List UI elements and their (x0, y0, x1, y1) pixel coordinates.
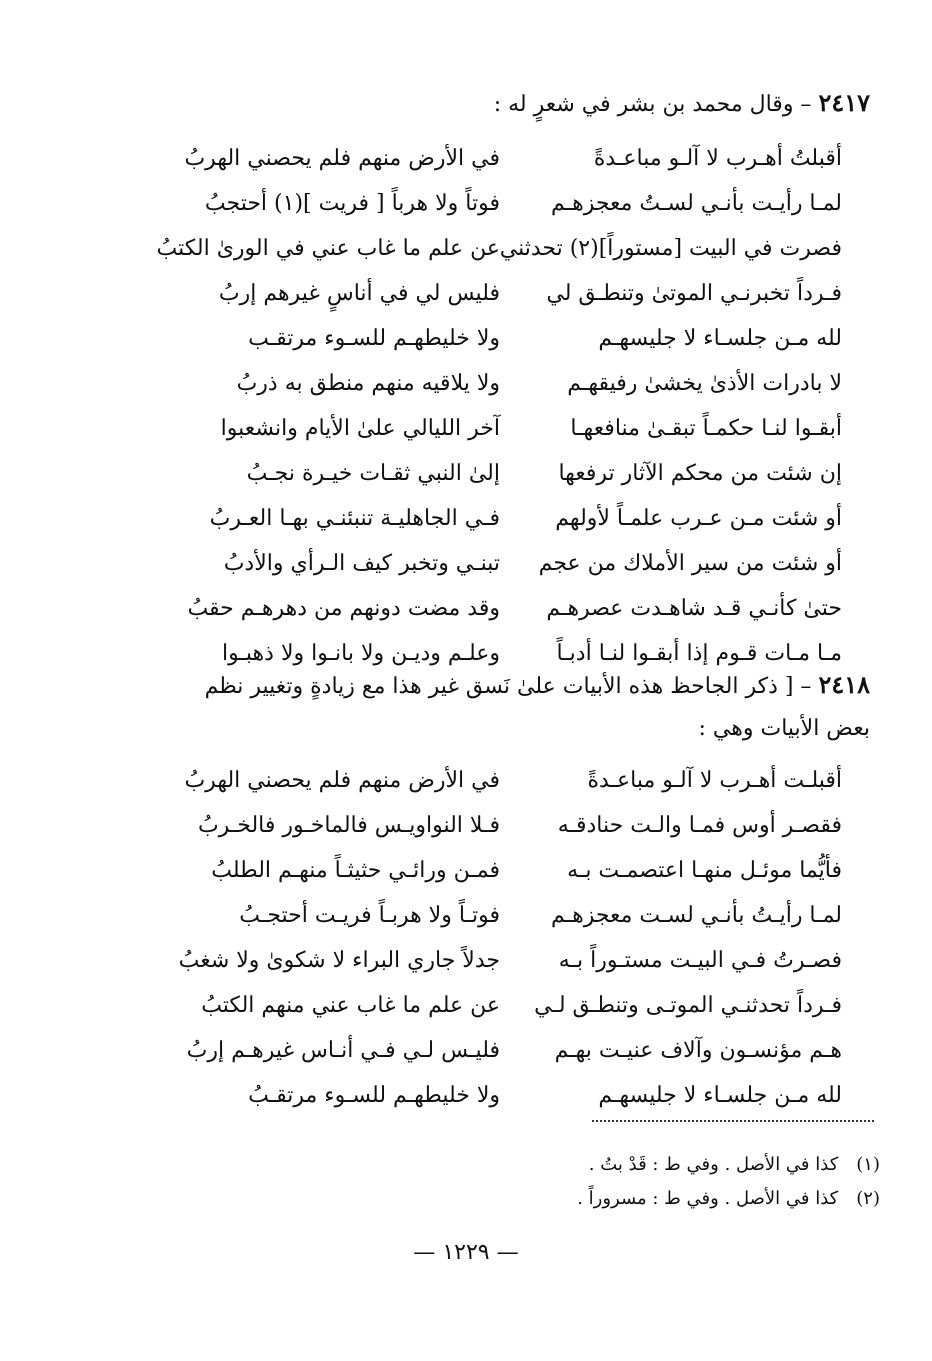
footnote-separator (592, 1120, 874, 1122)
first-hemistich: أو شئت من سير الأملاك من عجم (538, 551, 842, 576)
verse-line (150, 136, 870, 181)
verse-line (150, 361, 870, 406)
page-number: — ١٢٢٩ — (413, 1240, 519, 1265)
verse-line (150, 1028, 870, 1073)
second-hemistich: فوتـاً ولا هربـاً فريـت أحتجـبُ (239, 903, 500, 928)
second-hemistich: فـلا النواويـس فالماخـور فالخـربُ (197, 813, 500, 838)
second-hemistich: عن علم ما غاب عني منهم الكتبُ (201, 993, 500, 1018)
verse-line (150, 893, 870, 938)
verse-line (150, 938, 870, 983)
second-hemistich: إلىٰ النبي ثقـات خيـرة نجـبُ (246, 461, 500, 486)
first-hemistich: لا بادرات الأذىٰ يخشىٰ رفيقهـم (567, 371, 842, 396)
footnote-text: كذا في الأصل . وفي ط : مسروراً . (577, 1188, 839, 1209)
verse-line (150, 271, 870, 316)
entry-intro-text: بعض الأبيات وهي : (698, 716, 870, 741)
first-hemistich: فصـرتُ فـي البيـت مستـوراً بـه (558, 948, 842, 973)
first-hemistich: حتىٰ كأنـي قـد شاهـدت عصرهـم (546, 596, 842, 621)
first-hemistich: فـرداً تخبرنـي الموتىٰ وتنطـق لي (546, 281, 842, 306)
verse-line (150, 758, 870, 803)
entry-2418-intro-continued (150, 712, 870, 746)
entry-number: ٢٤١٧ (818, 88, 870, 117)
first-hemistich: فصرت في البيت [مستوراً](٢) تحدثني (499, 236, 842, 261)
second-hemistich: فمـن ورائـي حثيثـاً منهـم الطلبُ (211, 858, 500, 883)
verse-line (150, 406, 870, 451)
verse-line (150, 316, 870, 361)
verse-line (150, 586, 870, 631)
second-hemistich: آخر الليالي علىٰ الأيام وانشعبوا (220, 416, 500, 441)
entry-2417-intro (150, 86, 870, 122)
second-hemistich: جدلاً جاري البراء لا شكوىٰ ولا شغبُ (178, 948, 500, 973)
verse-line (150, 1073, 870, 1118)
entry-intro-text: – وقال محمد بن بشر في شعرٍ له : (493, 92, 812, 117)
first-hemistich: هـم مؤنسـون وآلاف عنيـت بهـم (554, 1038, 842, 1063)
second-hemistich: ولا خليطهـم للسـوء مرتقـب (248, 326, 500, 351)
first-hemistich: أو شئت مـن عـرب علمـاً لأولهم (555, 506, 842, 531)
first-hemistich: لله مـن جلسـاء لا جليسهـم (598, 326, 842, 351)
second-hemistich: ولا يلاقيه منهم منطق به ذربُ (236, 371, 500, 396)
first-hemistich: أقبلـت أهـرب لا آلـو مباعـدةً (587, 768, 842, 793)
second-hemistich: وقد مضت دونهم من دهرهـم حقبُ (187, 596, 500, 621)
second-hemistich: تبنـي وتخبر كيف الـرأي والأدبُ (223, 551, 500, 576)
verse-line (150, 541, 870, 586)
first-hemistich: لمـا رأيـتُ بأنـي لسـت معجزهـم (551, 903, 842, 928)
poem-2418 (150, 758, 870, 1118)
first-hemistich: مـا مـات قـوم إذا أبقـوا لنـا أدبـاً (556, 641, 842, 666)
first-hemistich: أبقـوا لنـا حكمـاً تبقـىٰ منافعهـا (570, 416, 842, 441)
verse-line (150, 983, 870, 1028)
footnote-1 (500, 1150, 880, 1180)
verse-line (150, 226, 870, 271)
second-hemistich: عن علم ما غاب عني في الورىٰ الكتبُ (156, 236, 500, 261)
first-hemistich: فأيُّما موئـل منهـا اعتصمـت بـه (567, 858, 842, 883)
first-hemistich: أقبلتُ أهـرب لا آلـو مباعـدةً (593, 146, 842, 171)
entry-2418-intro (140, 668, 870, 704)
second-hemistich: وعلـم وديـن ولا بانـوا ولا ذهبـوا (222, 641, 500, 666)
first-hemistich: فـرداً تحدثنـي الموتـى وتنطـق لـي (534, 993, 842, 1018)
second-hemistich: فليـس لـي فـي أنـاس غيرهـم إربُ (186, 1038, 500, 1063)
entry-intro-text: – [ ذكر الجاحظ هذه الأبيات علىٰ نَسق غير هذا مع زيادةٍ وتغيير نظم (204, 674, 812, 699)
first-hemistich: لمـا رأيـت بأنـي لسـتُ معجزهـم (551, 191, 842, 216)
verse-line (150, 803, 870, 848)
second-hemistich: في الأرض منهم فلم يحصني الهربُ (184, 768, 500, 793)
first-hemistich: إن شئت من محكم الآثار ترفعها (558, 461, 842, 486)
first-hemistich: لله مـن جلسـاء لا جليسهـم (598, 1083, 842, 1108)
first-hemistich: فقصـر أوس فمـا والـت حنادقـه (557, 813, 842, 838)
verse-line (150, 496, 870, 541)
verse-line (150, 181, 870, 226)
verse-line (150, 451, 870, 496)
second-hemistich: في الأرض منهم فلم يحصني الهربُ (184, 146, 500, 171)
verse-line (150, 848, 870, 893)
footnote-2 (500, 1184, 880, 1214)
entry-number: ٢٤١٨ (818, 670, 870, 699)
second-hemistich: ولا خليطهـم للسـوء مرتقـبُ (248, 1083, 500, 1108)
footnote-number: (١) (856, 1154, 880, 1175)
second-hemistich: فليس لي في أناسٍ غيرهم إربُ (218, 281, 500, 306)
second-hemistich: فوتاً ولا هرباً [ فريت ](١) أحتجبُ (204, 191, 500, 216)
footnote-text: كذا في الأصل . وفي ط : قَدْ بتُ . (588, 1154, 839, 1175)
second-hemistich: فـي الجاهليـة تنبئنـي بهـا العـربُ (209, 506, 500, 531)
poem-2417 (150, 136, 870, 676)
footnote-number: (٢) (856, 1188, 880, 1209)
